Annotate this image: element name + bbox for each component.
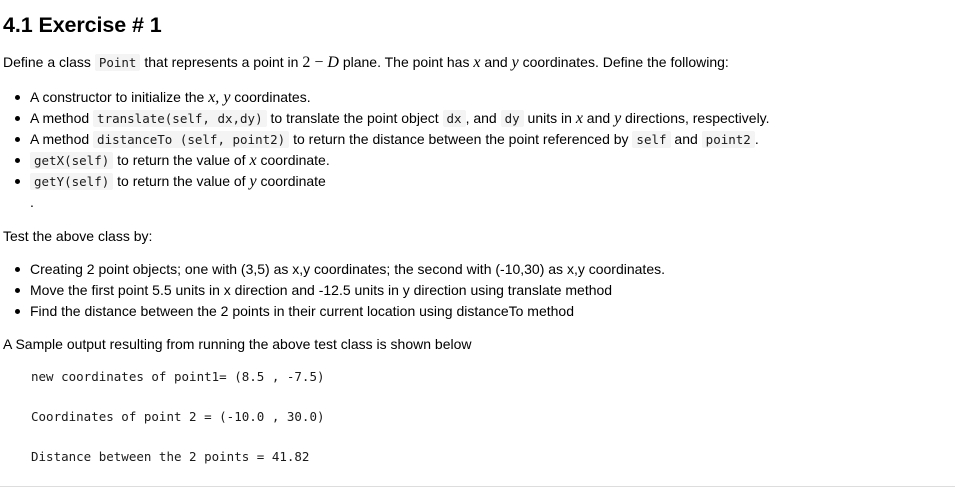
item-text: to translate the point object xyxy=(266,110,443,126)
item-text: to return the value of xyxy=(113,152,250,168)
math-y: y xyxy=(219,89,231,106)
point2-code: point2 xyxy=(702,131,755,148)
item-text: , and xyxy=(465,110,501,126)
list-item-translate xyxy=(0,108,770,129)
intro-text: plane. The point has xyxy=(338,54,474,70)
math-minus: − xyxy=(310,54,328,71)
test-list-item: Move the first point 5.5 units in x direction and -12.5 units in y direction using translate method xyxy=(0,280,665,301)
test-list-item: Find the distance between the 2 points in their current location using distanceTo method xyxy=(0,301,665,322)
item-text: . xyxy=(754,131,759,147)
define-list xyxy=(0,87,770,192)
item-text: to return the value of xyxy=(113,173,250,189)
getx-code: getX(self) xyxy=(30,152,113,169)
sample-output-line: Distance between the 2 points = 41.82 xyxy=(31,449,310,464)
item-text: directions, respectively. xyxy=(621,110,770,126)
list-item-distance xyxy=(0,129,770,150)
list-item-getx xyxy=(0,150,770,171)
bottom-divider xyxy=(0,486,955,487)
dx-code: dx xyxy=(443,110,466,127)
list-item-gety xyxy=(0,171,770,192)
item-text: to return the distance between the point referenced by xyxy=(289,131,633,147)
gety-code: getY(self) xyxy=(30,173,113,190)
item-text: units in xyxy=(523,110,576,126)
self-code: self xyxy=(632,131,670,148)
distance-code: distanceTo (self, point2) xyxy=(93,131,289,148)
item-text: A constructor to initialize the xyxy=(30,89,209,105)
math-x: x xyxy=(473,54,481,71)
translate-code: translate(self, dx,dy) xyxy=(93,110,267,127)
math-x: x xyxy=(249,152,257,169)
stray-dot: . xyxy=(30,194,34,210)
intro-paragraph xyxy=(3,53,729,72)
item-text: coordinate xyxy=(256,173,326,189)
item-text: coordinate. xyxy=(256,152,330,168)
intro-text: and xyxy=(480,54,512,70)
item-text: A method xyxy=(30,131,94,147)
test-intro: Test the above class by: xyxy=(3,228,153,244)
intro-text: coordinates. Define the following: xyxy=(518,54,729,70)
dy-code: dy xyxy=(501,110,524,127)
math-x: x, xyxy=(208,89,220,106)
math-x: x xyxy=(575,110,583,127)
math-d: D xyxy=(327,54,339,71)
sample-output-line: Coordinates of point 2 = (-10.0 , 30.0) xyxy=(31,409,325,424)
test-list xyxy=(0,259,665,322)
sample-output-line: new coordinates of point1= (8.5 , -7.5) xyxy=(31,369,325,384)
math-y: y xyxy=(614,110,622,127)
list-item-constructor xyxy=(0,87,770,108)
item-text: and xyxy=(582,110,615,126)
math-two: 2 xyxy=(302,54,311,71)
math-y: y xyxy=(511,54,519,71)
intro-text: Define a class xyxy=(3,54,95,70)
intro-text: that represents a point in xyxy=(140,54,303,70)
class-name-code: Point xyxy=(95,54,141,71)
item-text: A method xyxy=(30,110,94,126)
item-text: and xyxy=(670,131,702,147)
sample-intro: A Sample output resulting from running the above test class is shown below xyxy=(3,336,472,352)
math-y: y xyxy=(249,173,257,190)
item-text: coordinates. xyxy=(230,89,311,105)
exercise-heading: 4.1 Exercise # 1 xyxy=(3,13,162,37)
test-list-item: Creating 2 point objects; one with (3,5) as x,y coordinates; the second with (-10,30) as x,y coordinates. xyxy=(0,259,665,280)
